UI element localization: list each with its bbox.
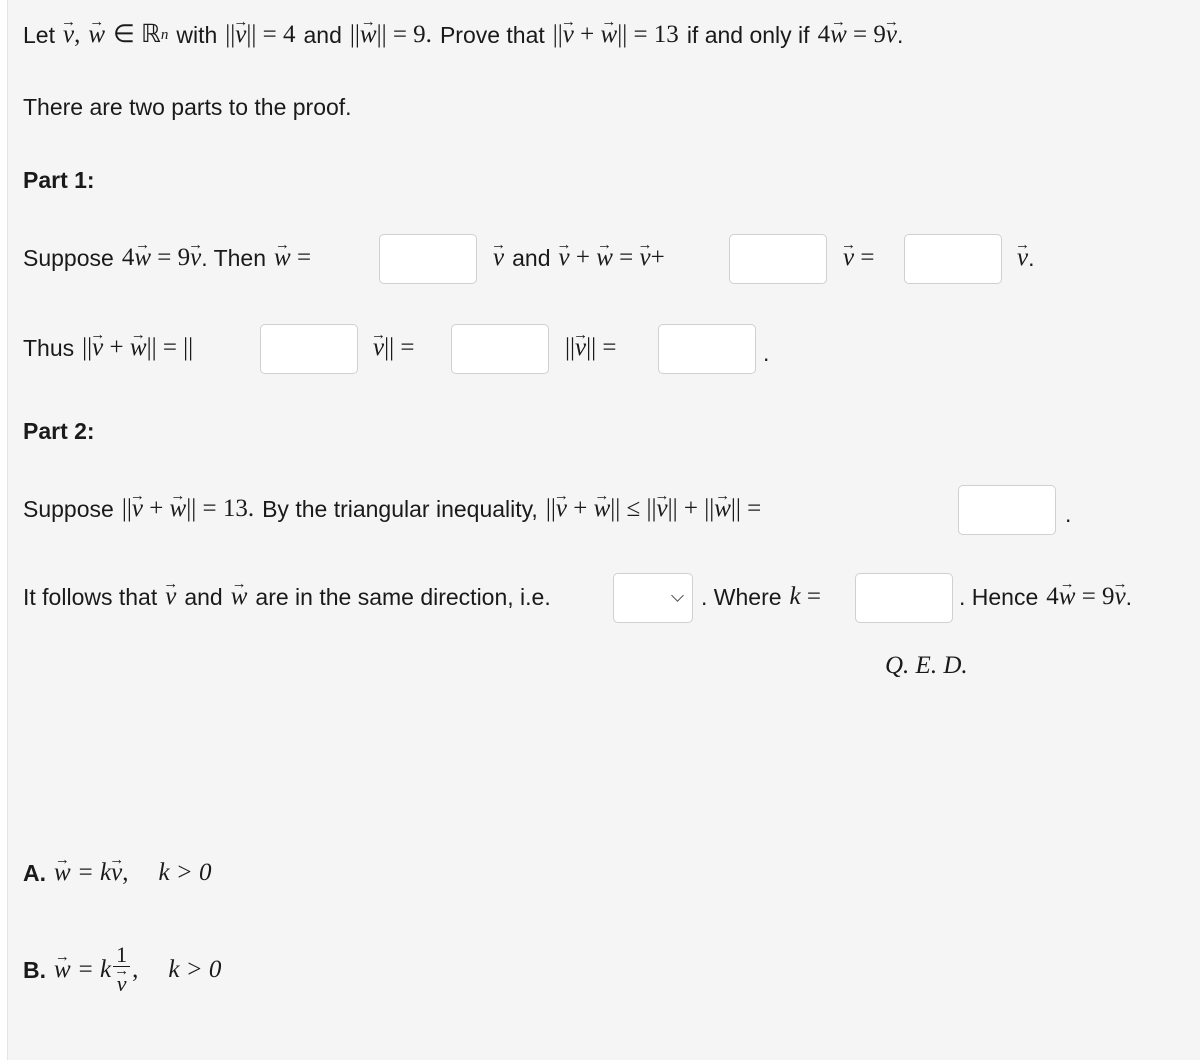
- equals: =: [806, 583, 821, 610]
- equals: =: [619, 244, 634, 271]
- where-text: . Where: [701, 584, 782, 610]
- intro-label: There are two parts to the proof.: [23, 94, 352, 120]
- option-a: A. → w = k → v , k > 0: [23, 858, 211, 888]
- suppose-text: Suppose: [23, 245, 114, 271]
- problem-text: with: [176, 22, 218, 48]
- norm-v-value: || = 4: [246, 21, 296, 48]
- follows-text: It follows that: [23, 584, 158, 610]
- option-condition: k > 0: [168, 955, 222, 983]
- then-text: . Then: [201, 245, 267, 271]
- part2-heading: [23, 416, 95, 446]
- part1-heading: [23, 165, 95, 195]
- triangle-text: By the triangular inequality,: [262, 496, 538, 522]
- option-formula: = k: [76, 955, 112, 983]
- period: .: [1125, 584, 1133, 610]
- answer-input-w-coef[interactable]: [379, 234, 477, 284]
- comma: ,: [122, 859, 129, 886]
- plus-norm: || + ||: [667, 495, 715, 522]
- thus-text: Thus: [23, 335, 75, 361]
- norm-close: || =: [384, 334, 415, 361]
- intro-text: [23, 92, 352, 122]
- norm-w-value: || = 9.: [376, 21, 432, 48]
- set-symbol: ∈ ℝ: [113, 21, 161, 48]
- answer-input-norm-result[interactable]: [658, 324, 756, 374]
- vector-v: → v: [63, 20, 74, 50]
- part1-line1c: → v =: [843, 243, 874, 273]
- plus: +: [650, 244, 665, 271]
- part1-line2: Thus || → v + → w || = ||: [23, 333, 193, 363]
- answer-input-triangle[interactable]: [958, 485, 1056, 535]
- option-condition: k > 0: [158, 859, 212, 886]
- answer-input-norm-coef[interactable]: [260, 324, 358, 374]
- fraction: 1 → v: [113, 944, 130, 995]
- part1-line1b: → v and → v + → w = → v +: [493, 243, 665, 273]
- direction-text: are in the same direction, i.e.: [255, 584, 551, 610]
- norm-sum-value: || = 13.: [186, 495, 255, 522]
- hence-text: . Hence: [959, 584, 1039, 610]
- part2-line2: It follows that → v and → w are in the same direction, i.e.: [23, 582, 551, 612]
- period: .: [1028, 245, 1035, 271]
- coef-9: = 9: [853, 21, 886, 48]
- coef-9: = 9: [1081, 583, 1115, 610]
- part1-period: [763, 338, 769, 368]
- equals: =: [860, 244, 875, 271]
- part2-line2b: [701, 582, 821, 612]
- and-text: and: [184, 584, 223, 610]
- suppose-text: Suppose: [23, 496, 114, 522]
- fraction-numerator: 1: [113, 944, 130, 967]
- coef-4: 4: [817, 21, 831, 48]
- answer-input-sum-coef[interactable]: [729, 234, 827, 284]
- coef-4: 4: [1046, 583, 1059, 610]
- leq: || ≤ ||: [610, 495, 657, 522]
- problem-statement: Let → v , → w ∈ ℝ n with || → v || = 4 and || → w || = 9. Prove that || → v + → w || = 13 if and only if 4 → w = 9 → v .: [23, 20, 903, 50]
- part2-period: [1065, 499, 1071, 529]
- problem-text: and: [303, 22, 342, 48]
- part1-heading-label: Part 1:: [23, 167, 95, 193]
- answer-input-k[interactable]: [855, 573, 953, 623]
- and-text: and: [512, 245, 551, 271]
- part1-line1d: → v .: [1017, 243, 1035, 273]
- problem-text: Let: [23, 22, 55, 48]
- problem-text: Prove that: [439, 22, 545, 48]
- comma: ,: [132, 955, 139, 983]
- k-var: k: [789, 583, 801, 610]
- vector-w: → w: [88, 20, 105, 50]
- qed-label: Q. E. D.: [885, 652, 968, 679]
- period: .: [1065, 501, 1072, 527]
- option-letter: B.: [23, 956, 46, 983]
- exponent-n: n: [160, 27, 169, 43]
- equals: =: [296, 244, 312, 271]
- chevron-down-icon: [671, 589, 684, 602]
- norm-open: ||: [183, 334, 194, 361]
- qed: [885, 651, 968, 681]
- part2-heading-label: Part 2:: [23, 418, 95, 444]
- problem-text: if and only if: [686, 22, 810, 48]
- direction-select[interactable]: [613, 573, 693, 623]
- part1-line1: Suppose 4 → w = 9 → v . Then → w =: [23, 243, 311, 273]
- option-b: B. → w = k 1 → v , k > 0: [23, 944, 221, 995]
- equals: || =: [730, 495, 762, 522]
- part2-line2c: . Hence 4 → w = 9 → v .: [959, 582, 1132, 612]
- option-letter: A.: [23, 860, 46, 886]
- answer-input-sum-total[interactable]: [904, 234, 1002, 284]
- option-formula: = k: [76, 859, 112, 886]
- period: .: [763, 340, 770, 366]
- part2-line1: Suppose || → v + → w || = 13. By the triangular inequality, || → v + → w || ≤ || → v || + || → w || =: [23, 494, 761, 524]
- part1-line2b: → v || =: [373, 333, 414, 363]
- part1-line2c: || → v || =: [565, 333, 616, 363]
- answer-input-norm-factor[interactable]: [451, 324, 549, 374]
- norm-sum-value: || = 13: [617, 21, 679, 48]
- period: .: [896, 22, 904, 48]
